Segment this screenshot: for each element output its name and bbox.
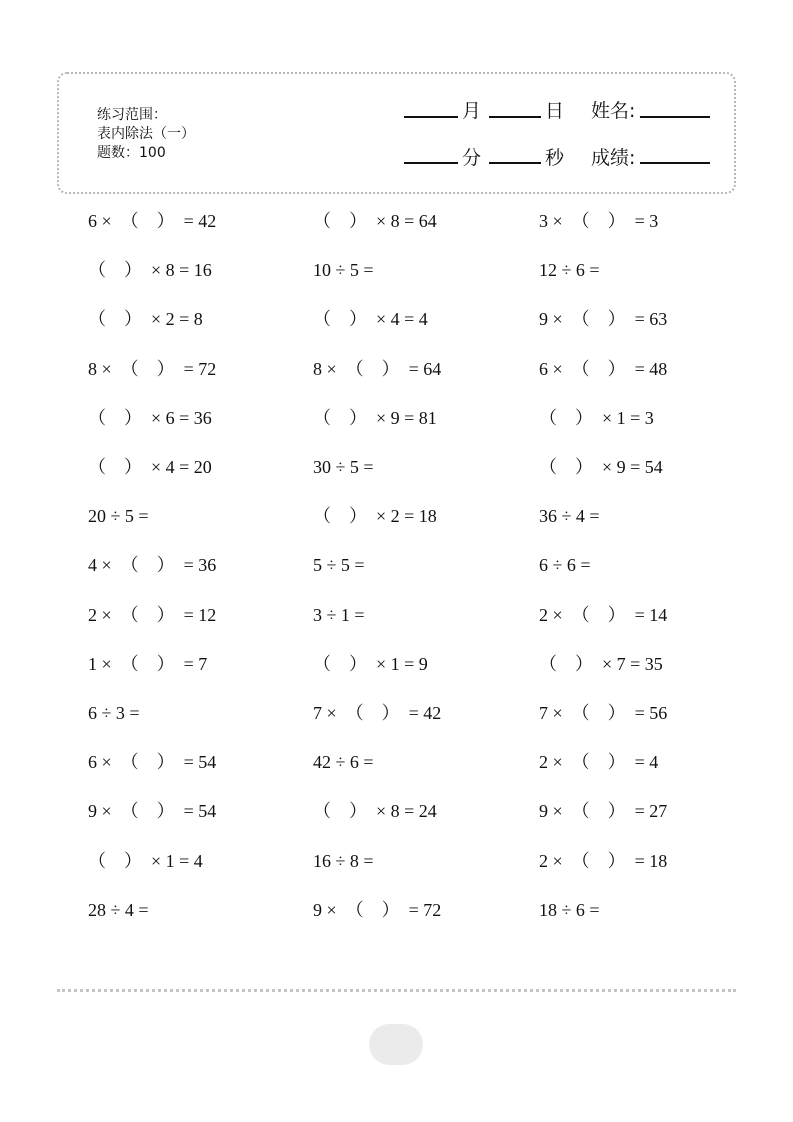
math-problem[interactable]: 12 ÷ 6 =	[539, 260, 600, 281]
second-blank[interactable]	[489, 162, 541, 164]
math-problem[interactable]: （ ） × 8 = 64	[313, 211, 437, 231]
math-problem[interactable]: 9 × （ ） = 63	[539, 309, 668, 330]
math-problem[interactable]: 3 × （ ） = 3	[539, 211, 659, 231]
math-problem[interactable]: （ ） × 2 = 8	[88, 309, 203, 330]
month-blank[interactable]	[404, 116, 458, 118]
math-problem[interactable]: 4 × （ ） = 36	[88, 555, 217, 576]
math-problem[interactable]: 7 × （ ） = 56	[539, 703, 668, 723]
name-blank[interactable]	[640, 116, 710, 118]
day-label: 日	[545, 100, 565, 122]
math-problem[interactable]: 6 ÷ 3 =	[88, 703, 140, 723]
math-problem[interactable]: 10 ÷ 5 =	[313, 260, 374, 281]
score-blank[interactable]	[640, 162, 710, 164]
math-problem[interactable]: 6 × （ ） = 48	[539, 358, 668, 379]
math-problem[interactable]: 8 × （ ） = 64	[313, 358, 442, 379]
math-problem[interactable]: 30 ÷ 5 =	[313, 457, 374, 477]
math-problem[interactable]: 42 ÷ 6 =	[313, 752, 374, 773]
math-problem[interactable]: （ ） × 4 = 4	[313, 309, 428, 330]
math-problem[interactable]: 1 × （ ） = 7	[88, 653, 208, 674]
day-blank[interactable]	[489, 116, 541, 118]
math-problem[interactable]: 3 ÷ 1 =	[313, 604, 365, 625]
minute-blank[interactable]	[404, 162, 458, 164]
range-label: 练习范围：	[97, 107, 167, 123]
footer-divider	[57, 989, 736, 992]
math-problem[interactable]: 6 × （ ） = 54	[88, 752, 217, 773]
math-problem[interactable]: 28 ÷ 4 =	[88, 899, 149, 920]
math-problem[interactable]: （ ） × 1 = 3	[539, 407, 654, 428]
math-problem[interactable]: 36 ÷ 4 =	[539, 506, 600, 527]
math-problem[interactable]: 2 × （ ） = 12	[88, 604, 217, 625]
math-problem[interactable]: （ ） × 8 = 24	[313, 801, 437, 822]
page-number-badge	[369, 1024, 423, 1065]
math-problem[interactable]: （ ） × 7 = 35	[539, 653, 663, 674]
score-label: 成绩:	[591, 147, 636, 169]
math-problem[interactable]: 5 ÷ 5 =	[313, 555, 365, 576]
math-problem[interactable]: （ ） × 1 = 4	[88, 850, 203, 871]
minute-label: 分	[462, 147, 482, 169]
month-label: 月	[462, 100, 482, 122]
math-problem[interactable]: 2 × （ ） = 14	[539, 604, 668, 625]
math-problem[interactable]: （ ） × 9 = 81	[313, 407, 437, 428]
math-problem[interactable]: （ ） × 4 = 20	[88, 457, 212, 477]
math-problem[interactable]: 9 × （ ） = 54	[88, 801, 217, 822]
math-problem[interactable]: 2 × （ ） = 4	[539, 752, 659, 773]
math-problem[interactable]: 6 ÷ 6 =	[539, 555, 591, 576]
name-label: 姓名:	[591, 100, 636, 122]
math-problem[interactable]: （ ） × 2 = 18	[313, 506, 437, 527]
math-problem[interactable]: 6 × （ ） = 42	[88, 211, 217, 231]
math-problem[interactable]: 8 × （ ） = 72	[88, 358, 217, 379]
math-problem[interactable]: 18 ÷ 6 =	[539, 899, 600, 920]
math-problem[interactable]: 2 × （ ） = 18	[539, 850, 668, 871]
math-problem[interactable]: 7 × （ ） = 42	[313, 703, 442, 723]
math-problem[interactable]: （ ） × 8 = 16	[88, 260, 212, 281]
math-problem[interactable]: 16 ÷ 8 =	[313, 850, 374, 871]
math-problem[interactable]: 20 ÷ 5 =	[88, 506, 149, 527]
math-problem[interactable]: 9 × （ ） = 27	[539, 801, 668, 822]
exercise-info	[97, 106, 195, 163]
math-problem[interactable]: （ ） × 9 = 54	[539, 457, 663, 477]
topic-label: 表内除法（一）	[97, 126, 195, 142]
second-label: 秒	[545, 147, 565, 169]
problem-count-label: 题数：100	[97, 145, 166, 161]
math-problem[interactable]: （ ） × 6 = 36	[88, 407, 212, 428]
math-problem[interactable]: （ ） × 1 = 9	[313, 653, 428, 674]
math-problem[interactable]: 9 × （ ） = 72	[313, 899, 442, 920]
